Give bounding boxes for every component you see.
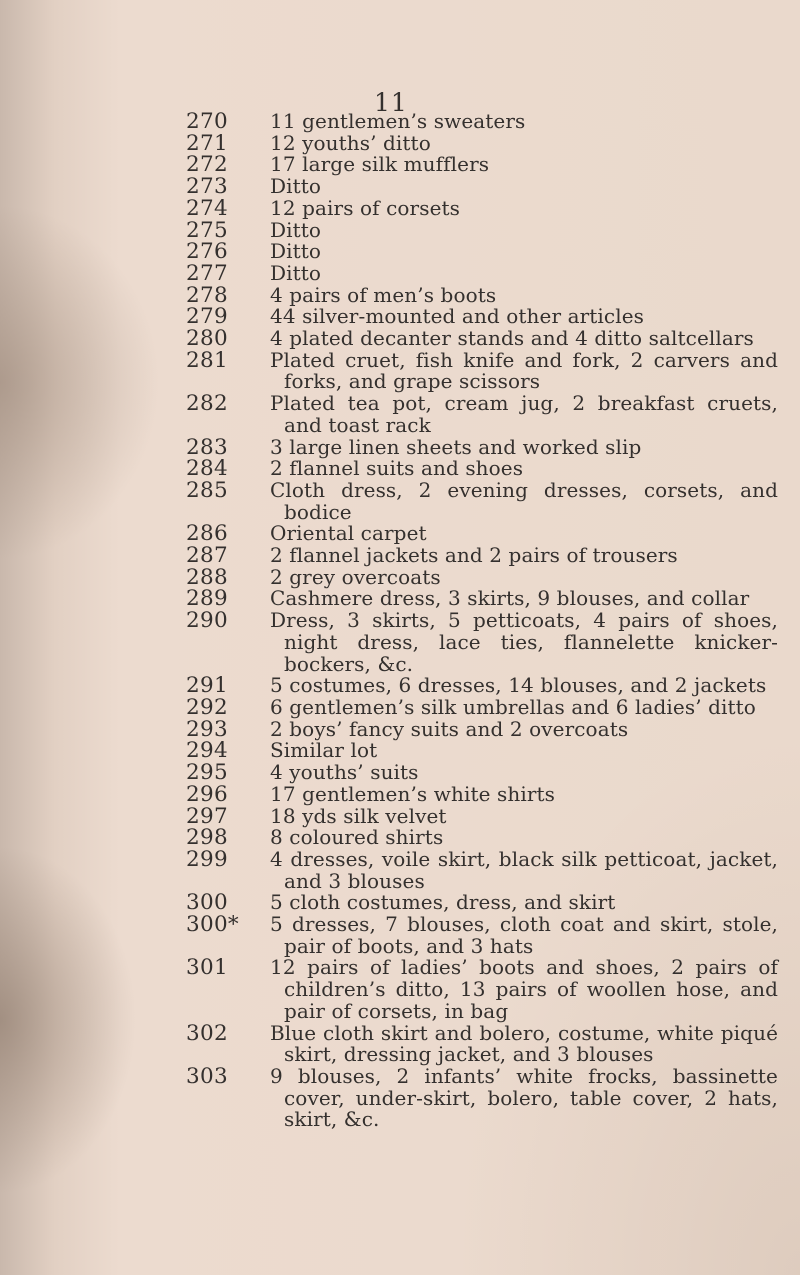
lot-entry (0, 892, 800, 914)
lot-entry (0, 434, 800, 460)
lot-number: 275 (186, 217, 228, 243)
lot-description: Similar lot (270, 738, 378, 763)
lot-number: 270 (186, 109, 228, 134)
lot-description: 12 youths’ ditto (270, 130, 431, 155)
lot-number: 288 (186, 564, 228, 590)
lot-entry (0, 306, 800, 328)
lot-description: 4 pairs of men’s boots (270, 282, 497, 307)
lot-entry (0, 241, 800, 263)
lot-entry (0, 176, 800, 198)
lot-entry (0, 762, 800, 784)
lot-description: Dress, 3 skirts, 5 petticoats, 4 pairs of shoes, night dress, lace ties, flannelette knicker-bockers, &c. (270, 608, 778, 676)
lot-number: 286 (186, 521, 228, 547)
lot-description: 5 dresses, 7 blouses, cloth coat and skirt, stole, pair of boots, and 3 hats (270, 912, 778, 958)
lot-entry (0, 781, 800, 807)
lot-description: 44 silver-mounted and other articles (270, 304, 645, 329)
lot-entry (0, 523, 800, 545)
lot-entry (0, 260, 800, 286)
lot-entry (0, 914, 800, 957)
lot-number: 276 (186, 239, 228, 265)
lot-list (0, 111, 800, 1131)
lot-description: 18 yds silk velvet (270, 803, 447, 828)
lot-description: 3 large linen sheets and worked slip (270, 434, 642, 459)
lot-entry (0, 217, 800, 243)
lot-number: 302 (186, 1020, 228, 1046)
lot-number: 287 (186, 543, 228, 569)
lot-entry (0, 458, 800, 480)
lot-entry (0, 694, 800, 720)
lot-entry (0, 347, 800, 394)
lot-number: 277 (186, 260, 228, 286)
lot-number: 301 (186, 955, 228, 981)
lot-number: 284 (186, 456, 228, 482)
lot-description: Ditto (270, 260, 322, 285)
lot-description: Cashmere dress, 3 skirts, 9 blouses, and collar (270, 586, 750, 611)
lot-description: 2 boys’ fancy suits and 2 overcoats (270, 716, 629, 741)
lot-description: 2 flannel suits and shoes (270, 456, 524, 481)
lot-entry (0, 1020, 800, 1067)
lot-number: 291 (186, 673, 228, 699)
lot-number: 273 (186, 174, 228, 200)
lot-number: 283 (186, 434, 228, 460)
lot-number: 279 (186, 304, 228, 330)
lot-description: 2 grey overcoats (270, 564, 441, 589)
lot-number: 274 (186, 195, 228, 221)
lot-number: 271 (186, 130, 228, 156)
lot-number: 296 (186, 781, 228, 807)
lot-number: 290 (186, 608, 228, 634)
lot-number: 292 (186, 694, 228, 720)
lot-entry (0, 328, 800, 350)
lot-number: 294 (186, 738, 228, 764)
lot-description: 9 blouses, 2 infants’ white frocks, bassinette cover, under-skirt, bolero, table cover, 2 hats, skirt, &c. (270, 1063, 778, 1132)
lot-description: 4 plated decanter stands and 4 ditto saltcellars (270, 326, 754, 351)
lot-entry (0, 393, 800, 436)
lot-entry (0, 564, 800, 590)
lot-description: 6 gentlemen’s silk umbrellas and 6 ladies’ ditto (270, 694, 756, 719)
lot-number: 272 (186, 152, 228, 178)
lot-description: Plated tea pot, cream jug, 2 breakfast cruets, and toast rack (270, 391, 778, 437)
lot-description: 5 cloth costumes, dress, and skirt (270, 890, 616, 915)
lot-number: 282 (186, 391, 228, 417)
lot-number: 293 (186, 716, 228, 742)
lot-entry (0, 803, 800, 829)
lot-description: Blue cloth skirt and bolero, costume, white piqué skirt, dressing jacket, and 3 blouses (270, 1020, 778, 1067)
lot-entry (0, 111, 800, 133)
lot-description: 8 coloured shirts (270, 825, 444, 850)
lot-entry (0, 957, 800, 1022)
lot-number: 289 (186, 586, 228, 612)
lot-entry (0, 740, 800, 762)
lot-number: 280 (186, 326, 228, 352)
lot-description: 2 flannel jackets and 2 pairs of trousers (270, 543, 678, 568)
lot-entry (0, 154, 800, 176)
lot-entry (0, 282, 800, 308)
lot-number: 300 (186, 890, 228, 916)
lot-description: 11 gentlemen’s sweaters (270, 109, 526, 133)
lot-description: 4 youths’ suits (270, 760, 419, 785)
lot-number: 299 (186, 846, 228, 872)
lot-number: 303 (186, 1063, 228, 1089)
lot-number: 300* (186, 912, 239, 938)
lot-description: 12 pairs of ladies’ boots and shoes, 2 pairs of children’s ditto, 13 pairs of woollen hose, and pair of corsets, in bag (270, 955, 778, 1023)
page-number: 11 (374, 88, 408, 117)
lot-number: 297 (186, 803, 228, 829)
lot-number: 278 (186, 282, 228, 308)
lot-entry (0, 827, 800, 849)
lot-entry (0, 1063, 800, 1132)
lot-entry (0, 477, 800, 524)
lot-number: 281 (186, 347, 228, 373)
lot-entry (0, 195, 800, 221)
lot-entry (0, 588, 800, 610)
lot-entry (0, 675, 800, 697)
lot-description: 12 pairs of corsets (270, 195, 461, 220)
lot-entry (0, 846, 800, 893)
lot-number: 295 (186, 760, 228, 786)
lot-description: Oriental carpet (270, 521, 427, 546)
lot-description: 4 dresses, voile skirt, black silk petticoat, jacket, and 3 blouses (270, 846, 778, 893)
lot-description: Plated cruet, fish knife and fork, 2 carvers and forks, and grape scissors (270, 347, 778, 394)
lot-number: 285 (186, 477, 228, 503)
lot-number: 298 (186, 825, 228, 851)
lot-description: 5 costumes, 6 dresses, 14 blouses, and 2 jackets (270, 673, 767, 698)
lot-description: Ditto (270, 217, 322, 242)
lot-entry (0, 610, 800, 675)
lot-entry (0, 545, 800, 567)
lot-description: Ditto (270, 174, 322, 199)
lot-description: Ditto (270, 239, 322, 264)
lot-description: 17 gentlemen’s white shirts (270, 781, 555, 806)
lot-entry (0, 130, 800, 156)
lot-description: Cloth dress, 2 evening dresses, corsets, and bodice (270, 477, 778, 524)
lot-entry (0, 716, 800, 742)
lot-description: 17 large silk mufflers (270, 152, 490, 177)
